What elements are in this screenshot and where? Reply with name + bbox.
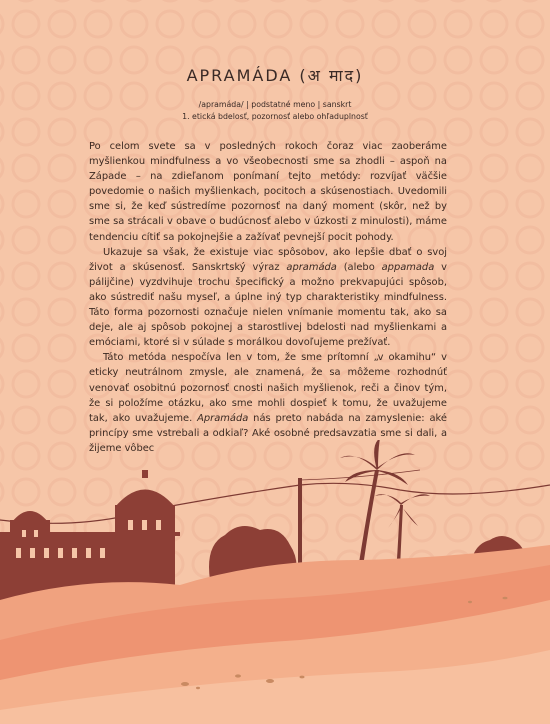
paragraph-text: Po celom svete sa v posledných rokoch čoraz viac zaoberáme myšlienkou mindfulness a vo všeobecnosti sme sa zhodli – aspoň na Západe – na zdieľanom ponímaní tejto metódy: rozvíjať väčšie povedomie o našich myšlienkach, pocitoch a skúsenostiach. Uvedomili sme si, že keď sústredíme pozornosť na daný moment (skôr, než by sme sa strácali v obave o budúcnosť alebo v úzkosti z minulosti), máme tendenciu cítiť sa pokojnejšie a zažívať pevnejší pocit pohody.: [89, 141, 447, 243]
power-line: [0, 483, 550, 523]
entry-header: [0, 64, 550, 86]
paragraph-text: v pálijčine) vyzdvihuje trochu špecifický a možno prekvapujúci spôsob, ako sústrediť našu myseľ, a úplne iný typ charakteristiky mindfulness. Táto forma pozornosti označuje nielen vnímanie momentu tak, ako sa deje, ale aj spôsob pokojnej a starostlivej bdelosti nad myšlienkami a emóciami, ktoré si v súlade s morálkou dovoľujeme prežívať.: [89, 261, 447, 349]
italic-term: Apramáda: [197, 412, 249, 424]
entry-title: APRAMÁDA (अ माद): [186, 66, 364, 85]
paragraph-text: Ukazuje sa však, že existuje viac spôsobov, ako lepšie dbať o svoj život a skúsenosť. Sanskrtský výraz: [89, 246, 447, 273]
article-body: [89, 139, 447, 456]
paragraph-text: nás preto nabáda na zamyslenie: aké princípy sme vstrebali a odkiaľ? Aké osobné predsavzatia sme si dali, a žijeme vôbec: [89, 412, 447, 454]
paragraph-text: (alebo: [336, 261, 382, 273]
paragraph-text: Táto metóda nespočíva len v tom, že sme prítomní „v okamihu“ v eticky neutrálnom zmysle, ale znamená, že sa môžeme rozhodnúť venovať osobitnú pozornosť cnosti našich myšlienok, reči a činov tým, že si položíme otázku, ako sme mohli dospieť k tomu, že uvažujeme tak, ako uvažujeme.: [89, 352, 447, 424]
desert-illustration: [0, 440, 550, 724]
italic-term: apramáda: [286, 261, 337, 273]
entry-definition: 1. etická bdelosť, pozornosť alebo ohľaduplnosť: [182, 112, 368, 121]
paragraph-2: [89, 245, 447, 351]
paragraph-1: [89, 139, 447, 245]
italic-term: appamada: [381, 261, 435, 273]
entry-pronunciation: /apramáda/ | podstatné meno | sanskrt: [198, 100, 352, 109]
